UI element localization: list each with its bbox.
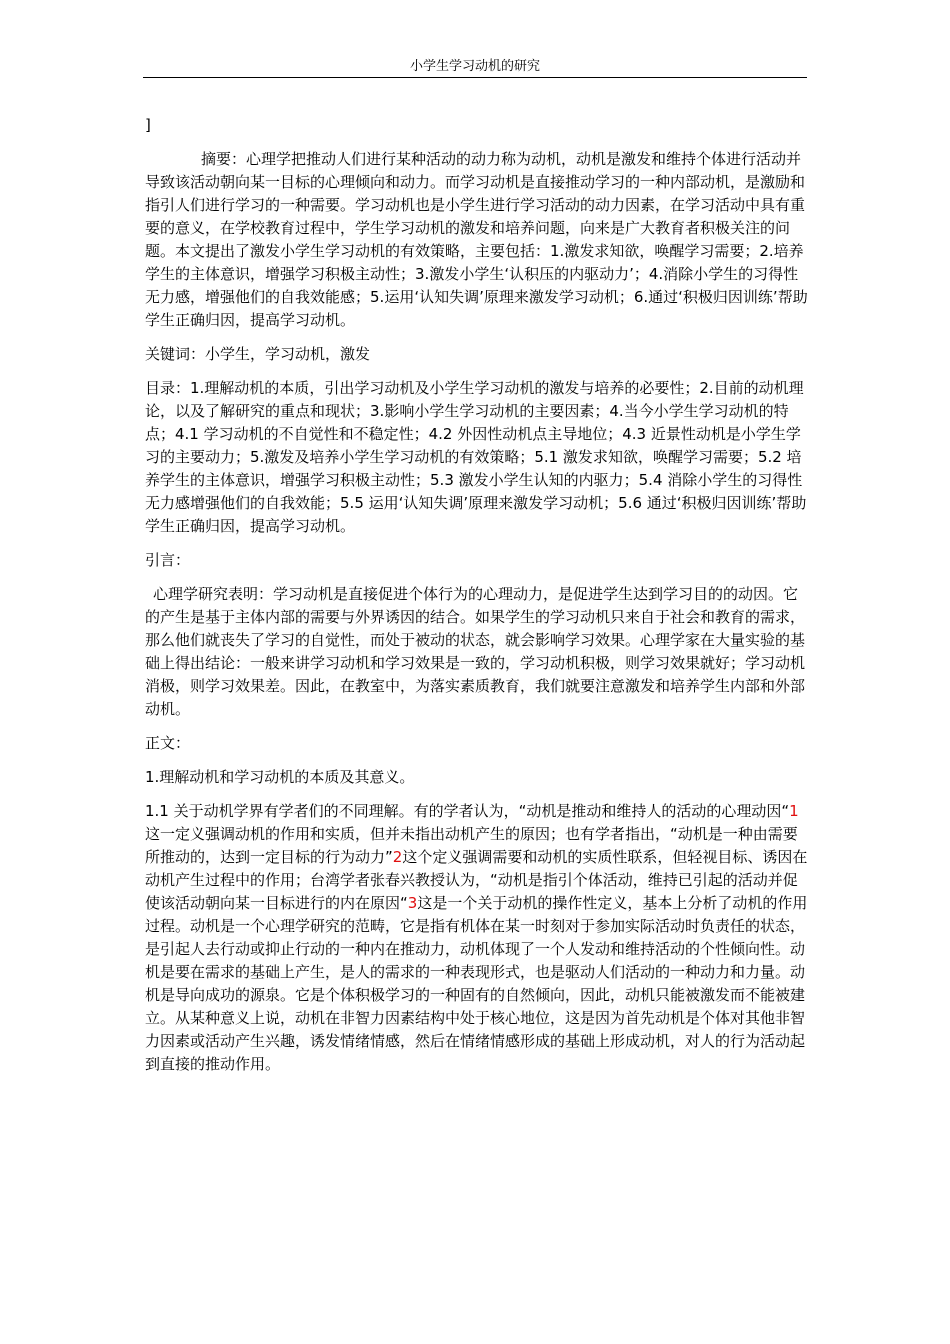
section-1-1-text-c: 这个定义强调需要和动机的实质性联系，但轻视目标、诱因在动机产生过程中的作用；台湾学者张春兴教授认为，“动机是指引个体活动，维持已引起的活动并促使该活动朝向某一目标进行的内在原因“ bbox=[145, 848, 808, 912]
section-1-1-paragraph bbox=[145, 800, 809, 1076]
document-body bbox=[145, 114, 809, 1087]
abstract-paragraph: 摘要：心理学把推动人们进行某种活动的动力称为动机，动机是激发和维持个体进行活动并导致该活动朝向某一目标的心理倾向和动力。而学习动机是直接推动学习的一种内部动机，是激励和指引人们进行学习的一种需要。学习动机也是小学生进行学习活动的动力因素，在学习活动中具有重要的意义，在学校教育过程中，学生学习动机的激发和培养问题，向来是广大教育者积极关注的问题。本文提出了激发小学生学习动机的有效策略，主要包括：1.激发求知欲，唤醒学习需要；2.培养学生的主体意识，增强学习积极主动性；3.激发小学生‘认积压的内驱动力’；4.消除小学生的习得性无力感，增强他们的自我效能感；5.运用‘认知失调’原理来激发学习动机；6.通过‘积极归因训练’帮助学生正确归因，提高学习动机。 bbox=[145, 150, 808, 329]
section-1-1-text-b: 这一定义强调动机的作用和实质，但并未指出动机产生的原因；也有学者指出，“动机是一种由需要所推动的，达到一定目标的行为动力” bbox=[145, 825, 798, 866]
intro-paragraph: 心理学研究表明：学习动机是直接促进个体行为的心理动力，是促进学生达到学习目的的动因。它的产生是基于主体内部的需要与外界诱因的结合。如果学生的学习动机只来自于社会和教育的需求，那么他们就丧失了学习的自觉性，而处于被动的状态，就会影响学习效果。心理学家在大量实验的基础上得出结论：一般来讲学习动机和学习效果是一致的，学习动机积极，则学习效果就好；学习动机消极，则学习效果差。因此，在教室中，为落实素质教育，我们就要注意激发和培养学生内部和外部动机。 bbox=[145, 585, 806, 718]
reference-marker-1[interactable]: 1 bbox=[789, 802, 799, 820]
reference-marker-3[interactable]: 3 bbox=[407, 894, 418, 912]
reference-marker-2[interactable]: 2 bbox=[392, 848, 403, 866]
running-header-title: 小学生学习动机的研究 bbox=[409, 59, 540, 74]
section-1-heading: 1.理解动机和学习动机的本质及其意义。 bbox=[145, 768, 415, 786]
section-1-1-text-d: 这是一个关于动机的操作性定义，基本上分析了动机的作用过程。动机是一个心理学研究的范畴，它是指有机体在某一时刻对于参加实际活动时负责任的状态，是引起人去行动或抑止行动的一种内在推动力，动机体现了一个人发动和维持活动的个性倾向性。动机是要在需求的基础上产生，是人的需求的一种表现形式，也是驱动人们活动的一种动力和力量。动机是导向成功的源泉。它是个体积极学习的一种固有的自然倾向，因此，动机只能被激发而不能被建立。从某种意义上说，动机在非智力因素结构中处于核心地位，这是因为首先动机是个体对其他非智力因素或活动产生兴趣，诱发情绪情感，然后在情绪情感形成的基础上形成动机，对人的行为活动起到直接的推动作用。 bbox=[145, 894, 808, 1073]
section-1-1-text-a: 1.1 关于动机学界有学者们的不同理解。有的学者认为，“动机是推动和维持人的活动的心理动因“ bbox=[145, 802, 790, 820]
body-heading: 正文： bbox=[145, 734, 191, 752]
table-of-contents: 目录：1.理解动机的本质，引出学习动机及小学生学习动机的激发与培养的必要性；2.目前的动机理论，以及了解研究的重点和现状；3.影响小学生学习动机的主要因素；4.当今小学生学习动机的特点；4.1 学习动机的不自觉性和不稳定性；4.2 外因性动机点主导地位；4.3 近景性动机是小学生学习的主要动力；5.激发及培养小学生学习动机的有效策略；5.1 激发求知欲，唤醒学习需要；5.2 培养学生的主体意识，增强学习积极主动性；5.3 激发小学生认知的内驱力；5.4 消除小学生的习得性无力感增强他们的自我效能；5.5 运用‘认知失调’原理来激发学习动机；5.6 通过‘积极归因训练’帮助学生正确归因，提高学习动机。 bbox=[145, 379, 807, 535]
header-rule bbox=[143, 77, 807, 78]
keywords-line: 关键词：小学生，学习动机，激发 bbox=[145, 345, 371, 363]
stray-bracket: ] bbox=[145, 116, 151, 134]
intro-heading: 引言： bbox=[145, 551, 191, 569]
